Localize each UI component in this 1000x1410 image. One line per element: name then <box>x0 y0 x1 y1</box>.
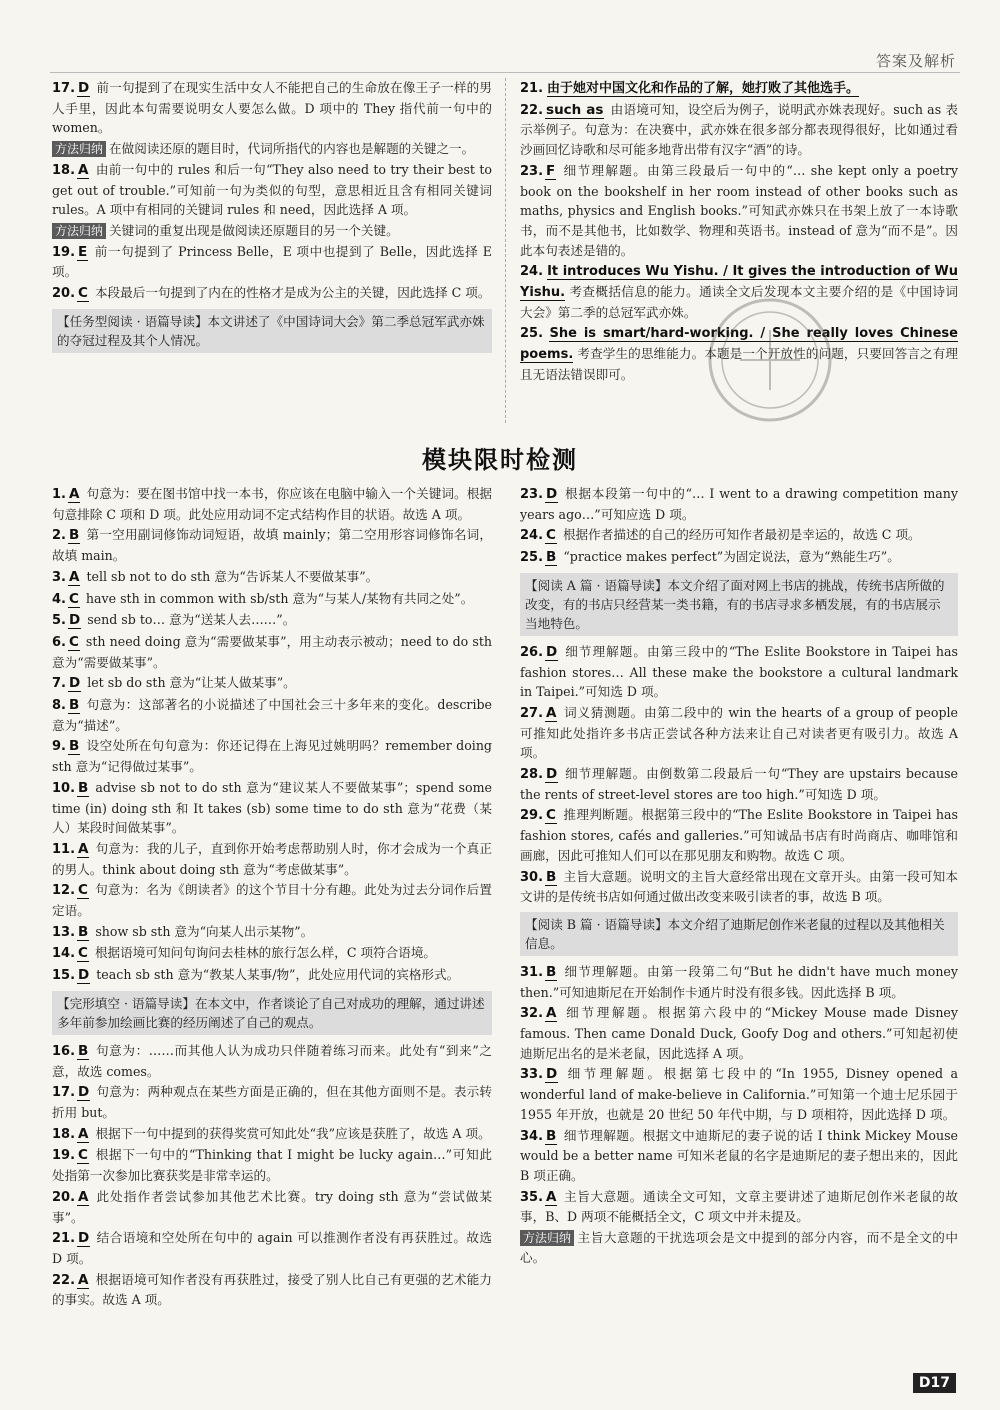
top-left-column <box>52 78 492 359</box>
answer-key: F <box>546 162 556 179</box>
explanation-text: sth need doing 意为“需要做某事”，用主动表示被动；need to do sth 意为“需要做某事”。 <box>52 633 492 670</box>
explanation-text: show sb sth 意为“向某人出示某物”。 <box>95 923 314 939</box>
question-number: 31. <box>520 964 544 980</box>
answer-item <box>520 642 958 702</box>
answer-item <box>52 283 492 304</box>
answer-key: C <box>78 882 88 899</box>
answer-item <box>520 962 958 1002</box>
answer-key: D <box>68 675 81 692</box>
answer-item <box>52 695 492 735</box>
answer-key: D <box>78 967 90 984</box>
method-tip <box>520 1228 958 1267</box>
answer-key: A <box>546 1188 557 1205</box>
question-number: 6. <box>52 634 66 650</box>
question-number: 15. <box>52 968 76 984</box>
answer-key: B <box>78 1042 89 1059</box>
question-number: 13. <box>52 924 76 940</box>
answer-key: B <box>546 549 557 566</box>
question-number: 7. <box>52 676 66 692</box>
explanation-text: 前一句提到了在现实生活中女人不能把自己的生命放在像王子一样的男人手里，因此本句需要说明女人要怎么做。D 项中的 They 指代前一句中的 women。 <box>52 80 492 136</box>
explanation-text: 根据本段第一句中的“… I went to a drawing competition many years ago…”可知应选 D 项。 <box>520 486 958 522</box>
answer-item <box>520 525 958 546</box>
reading-a-guide: 【阅读 A 篇 · 语篇导读】本文介绍了面对网上书店的挑战，传统书店所做的改变，有的书店只经营某一类书籍，有的书店寻求多栖发展，有的书店展示当地特色。 <box>520 573 958 636</box>
answer-key: C <box>68 633 79 650</box>
answer-item <box>52 160 492 220</box>
question-number: 35. <box>520 1189 544 1205</box>
answer-key: A <box>78 1271 89 1288</box>
explanation-text: 结合语境和空处所在句中的 again 可以推测作者没有再获胜过。故选 D 项。 <box>52 1230 492 1266</box>
answer-item <box>52 589 492 610</box>
answer-key: A <box>68 568 80 585</box>
explanation-text: 推理判断题。根据第三段中的“The Eslite Bookstore in Taipei has fashion stores, cafés and galleries.”可知诚品书店有时尚商店、咖啡馆和画廊，因此可推知人们可以在那见朋友和购物。故选 C 项。 <box>520 807 958 863</box>
answer-key: A <box>78 840 89 857</box>
answer-item <box>52 880 492 920</box>
answer-item <box>52 1270 492 1310</box>
answer-key: E <box>78 243 88 260</box>
answer-item <box>520 1126 958 1186</box>
explanation-text: 细节理解题。由第三段中的“The Eslite Bookstore in Taipei has fashion stores… All these make the bookstore a cultural landmark in Taipei.”可知选 D 项。 <box>520 643 958 700</box>
answer-key: B <box>68 697 80 714</box>
header-section-label: 答案及解析 <box>875 52 956 70</box>
answer-item <box>52 1041 492 1081</box>
answer-key: D <box>68 612 81 629</box>
answer-item <box>520 703 958 763</box>
answer-key: A <box>546 1005 557 1022</box>
answer-item <box>520 867 958 907</box>
question-number: 12. <box>52 883 76 899</box>
answer-key: B <box>546 868 557 885</box>
answer-sentence: 由于她对中国文化和作品的了解，她打败了其他选手。 <box>547 81 860 96</box>
answer-key: A <box>78 1188 89 1205</box>
explanation-text: 主旨大意题。通读全文可知，文章主要讲述了迪斯尼创作米老鼠的故事，B、D 两项不能概括全文，C 项文中并未提及。 <box>520 1188 958 1225</box>
answer-key: C <box>546 807 556 824</box>
answer-key: A <box>546 704 557 721</box>
method-tag: 方法归纳 <box>520 1230 574 1246</box>
answer-sentence: It introduces Wu Yishu. / It gives the introduction of Wu Yishu. <box>520 264 958 301</box>
answer-item <box>52 484 492 524</box>
answer-item <box>520 161 958 261</box>
explanation-text: 由前一句中的 rules 和后一句“They also need to try their best to get out of trouble.”可知前一句为类似的句型，意思相近且含有相同关键词 rules。A 项中有相同的关键词 rules 和 need，因此选择 A 项。 <box>52 161 492 218</box>
explanation-text: send sb to… 意为“送某人去……”。 <box>87 612 296 628</box>
question-number: 10. <box>52 780 76 796</box>
answer-item <box>520 78 958 99</box>
question-number: 19. <box>52 244 76 260</box>
answer-item <box>52 922 492 943</box>
answer-item <box>520 764 958 804</box>
answer-key: D <box>78 1230 90 1247</box>
answer-key: B <box>546 1127 557 1144</box>
question-number: 22. <box>520 102 544 118</box>
explanation-text: 设空处所在句句意为：你还记得在上海见过姚明吗？remember doing sth 意为“记得做过某事”。 <box>52 738 492 775</box>
answer-key: B <box>78 923 89 940</box>
question-number: 8. <box>52 698 66 714</box>
explanation-text: 考查学生的思维能力。本题是一个开放性的问题，只要回答言之有理且无语法错误即可。 <box>520 346 958 382</box>
answer-key: D <box>546 766 558 783</box>
answer-item <box>52 943 492 964</box>
answer-item <box>520 100 958 160</box>
explanation-text: 句意为：我的儿子，直到你开始考虑帮助别人时，你才会成为一个真正的男人。think about doing sth 意为“考虑做某事”。 <box>52 840 492 877</box>
question-number: 34. <box>520 1128 544 1144</box>
answer-item <box>52 673 492 694</box>
answer-item <box>520 1187 958 1227</box>
question-number: 21. <box>520 81 544 96</box>
answer-item <box>52 778 492 838</box>
explanation-text: 细节理解题。根据第六段中的“Mickey Mouse made Disney famous. Then came Donald Duck, Goofy Dog and others.”可知起初使迪斯尼出名的是米老鼠，因此选择 A 项。 <box>520 1005 958 1061</box>
answer-key: A <box>78 161 89 178</box>
explanation-text: 关键词的重复出现是做阅读还原题目的另一个关键。 <box>109 222 399 238</box>
question-number: 5. <box>52 613 66 629</box>
explanation-text: 在做阅读还原的题目时，代词所指代的内容也是解题的关键之一。 <box>109 141 475 157</box>
answer-item <box>52 525 492 565</box>
question-number: 14. <box>52 946 76 962</box>
answer-item <box>52 567 492 588</box>
method-tip <box>52 139 492 159</box>
answer-key: B <box>68 738 80 755</box>
question-number: 24. <box>520 528 544 544</box>
column-divider <box>505 78 507 423</box>
question-number: 18. <box>52 1126 76 1142</box>
question-number: 4. <box>52 591 66 607</box>
question-number: 28. <box>520 767 544 783</box>
question-number: 27. <box>520 705 544 721</box>
question-number: 20. <box>52 1189 76 1205</box>
section-title: 模块限时检测 <box>422 446 578 474</box>
answer-key: C <box>68 590 79 607</box>
question-number: 24. <box>520 264 544 280</box>
explanation-text: 细节理解题。由倒数第二段最后一句“They are upstairs because the rents of street-level stores are too high.”可知选 D 项。 <box>520 766 958 802</box>
explanation-text: 前一句提到了 Princess Belle，E 项中也提到了 Belle，因此选择 E 项。 <box>52 243 492 280</box>
question-number: 32. <box>520 1006 544 1022</box>
explanation-text: 此处指作者尝试参加其他艺术比赛。try doing sth 意为“尝试做某事”。 <box>52 1188 492 1225</box>
method-tag: 方法归纳 <box>52 223 106 239</box>
answer-item <box>52 965 492 986</box>
question-number: 2. <box>52 528 66 544</box>
explanation-text: 细节理解题。由第一段第二句“But he didn't have much money then.”可知迪斯尼在开始制作卡通片时没有很多钱。因此选择 B 项。 <box>520 963 958 1000</box>
explanation-text: 句意为：要在图书馆中找一本书，你应该在电脑中输入一个关键词。根据句意排除 C 项和 D 项。此处应用动词不定式结构作目的状语。故选 A 项。 <box>52 486 492 522</box>
explanation-text: 根据作者描述的自己的经历可知作者最初是幸运的，故选 C 项。 <box>562 527 921 543</box>
answer-item <box>52 610 492 631</box>
answer-item <box>52 1082 492 1122</box>
explanation-text: 根据语境可知问句询问去桂林的旅行怎么样，C 项符合语境。 <box>94 945 437 961</box>
explanation-text: have sth in common with sb/sth 意为“与某人/某物有共同之处”。 <box>85 590 474 606</box>
question-number: 21. <box>52 1231 76 1247</box>
question-number: 29. <box>520 808 544 824</box>
reading-b-guide: 【阅读 B 篇 · 语篇导读】本文介绍了迪斯尼创作米老鼠的过程以及其他相关信息。 <box>520 912 958 956</box>
answer-item <box>52 1187 492 1227</box>
answer-key: C <box>78 1147 88 1164</box>
answer-key: D <box>546 1066 558 1083</box>
answer-key: A <box>68 486 80 502</box>
method-tag: 方法归纳 <box>52 141 106 157</box>
question-number: 26. <box>520 644 544 660</box>
method-tip <box>52 221 492 241</box>
question-number: 16. <box>52 1043 76 1059</box>
question-number: 30. <box>520 869 544 885</box>
explanation-text: 根据语境可知作者没有再获胜过，接受了别人比自己有更强的艺术能力的事实。故选 A 项。 <box>52 1271 492 1308</box>
explanation-text: “practice makes perfect”为固定说法，意为“熟能生巧”。 <box>563 549 900 565</box>
answer-item <box>52 736 492 776</box>
question-number: 17. <box>52 1085 76 1101</box>
answer-key: D <box>78 1084 90 1101</box>
explanation-text: 句意为：……而其他人认为成功只伴随着练习而来。此处有“到来”之意，故选 comes。 <box>52 1042 492 1079</box>
question-number: 33. <box>520 1067 544 1083</box>
question-number: 20. <box>52 286 76 302</box>
bottom-right-column <box>520 484 958 1269</box>
answer-item <box>52 1145 492 1185</box>
question-number: 3. <box>52 569 66 585</box>
question-number: 25. <box>520 326 544 342</box>
question-number: 11. <box>52 841 76 857</box>
cloze-guide: 【完形填空 · 语篇导读】在本文中，作者谈论了自己对成功的理解，通过讲述多年前参加绘画比赛的经历阐述了自己的观点。 <box>52 991 492 1035</box>
question-number: 23. <box>520 163 544 179</box>
answer-key: D <box>546 486 558 502</box>
answer-key: such as <box>546 101 604 118</box>
answer-key: D <box>546 643 558 660</box>
explanation-text: advise sb not to do sth 意为“建议某人不要做某事”；spend some time (in) doing sth 和 It takes (sb) some time to do sth 意为“花费（某人）某段时间做某事”。 <box>52 779 492 836</box>
explanation-text: 细节理解题。根据文中迪斯尼的妻子说的话 I think Mickey Mouse would be a better name 可知米老鼠的名字是迪斯尼的妻子想出来的，因此 B 项正确。 <box>520 1127 958 1183</box>
question-number: 1. <box>52 487 66 502</box>
answer-item <box>52 1228 492 1268</box>
explanation-text: 句意为：两种观点在某些方面是正确的，但在其他方面则不是。表示转折用 but。 <box>52 1084 492 1120</box>
explanation-text: 句意为：这部著名的小说描述了中国社会三十多年来的变化。describe 意为“描述”。 <box>52 697 492 733</box>
answer-item <box>52 632 492 672</box>
answer-key: D <box>78 80 90 96</box>
answer-key: B <box>68 527 80 544</box>
explanation-text: 由语境可知，设空后为例子，说明武亦姝表现好。such as 表示举例子。句意为：在决赛中，武亦姝在很多部分都表现得很好，比如通过看沙画回忆诗歌和尽可能多地背出带有汉字“酒”的诗。 <box>520 101 958 158</box>
answer-item <box>52 1124 492 1145</box>
watermark-stamp-icon <box>700 290 840 430</box>
question-number: 18. <box>52 162 76 178</box>
explanation-text: 本段最后一句提到了内在的性格才是成为公主的关键，因此选择 C 项。 <box>94 285 491 301</box>
answer-item <box>520 547 958 568</box>
answer-key: B <box>78 779 89 796</box>
explanation-text: 根据下一句中提到的获得奖赏可知此处“我”应该是获胜了，故选 A 项。 <box>95 1125 491 1141</box>
answer-item <box>52 242 492 282</box>
question-number: 17. <box>52 81 76 96</box>
explanation-text: tell sb not to do sth 意为“告诉某人不要做某事”。 <box>86 568 379 584</box>
answer-sentence: She is smart/hard-working. / She really loves Chinese poems. <box>520 326 958 363</box>
answer-item <box>52 839 492 879</box>
answer-key: A <box>78 1125 89 1142</box>
question-number: 9. <box>52 739 66 755</box>
answer-key: C <box>78 285 88 302</box>
question-number: 23. <box>520 487 544 502</box>
answer-item <box>520 805 958 865</box>
answer-key: B <box>546 963 557 980</box>
answer-item <box>520 1003 958 1063</box>
explanation-text: 主旨大意题。说明文的主旨大意经常出现在文章开头。由第一段可知本文讲的是传统书店如何通过做出改变来吸引读者的事，故选 B 项。 <box>520 868 958 905</box>
answer-item <box>52 78 492 138</box>
explanation-text: let sb do sth 意为“让某人做某事”。 <box>87 675 296 691</box>
explanation-text: 第一空用副词修饰动词短语，故填 mainly；第二空用形容词修饰名词，故填 main。 <box>52 527 492 564</box>
explanation-text: teach sb sth 意为“教某人某事/物”，此处应用代词的宾格形式。 <box>96 967 460 983</box>
explanation-text: 细节理解题。根据第七段中的“In 1955, Disney opened a wonderful land of make-believe in California.”可知第一个迪士尼乐园于 1955 年开放，也就是 20 世纪 50 年代中期，与 D 项相符，因此选择 D 项。 <box>520 1066 958 1122</box>
explanation-text: 主旨大意题的干扰选项会是文中提到的部分内容，而不是全文的中心。 <box>520 1230 958 1265</box>
answer-key: C <box>78 945 88 962</box>
page-number: D17 <box>913 1373 956 1393</box>
bottom-left-column <box>52 484 492 1311</box>
explanation-text: 词义猜测题。由第二段中的 win the hearts of a group of people 可推知此处指许多书店正尝试各种方法来让自己对读者更有吸引力。故选 A 项。 <box>520 704 958 761</box>
answer-key: C <box>546 527 556 544</box>
question-number: 22. <box>52 1272 76 1288</box>
question-number: 25. <box>520 550 544 566</box>
explanation-text: 句意为：名为《朗读者》的这个节目十分有趣。此处为过去分词作后置定语。 <box>52 882 492 919</box>
header-divider <box>50 72 960 73</box>
answer-item <box>520 1064 958 1124</box>
answer-item <box>520 484 958 524</box>
task-reading-guide: 【任务型阅读 · 语篇导读】本文讲述了《中国诗词大会》第二季总冠军武亦姝的夺冠过程及其个人情况。 <box>52 309 492 353</box>
explanation-text: 细节理解题。由第三段最后一句中的“… she kept only a poetry book on the bookshelf in her room instead of other books such as maths, physics and English books.”可知武亦姝只在书架上放了一本诗歌书，而不是其他书，比如数学、物理和英语书。instead of 意为“而不是”。因此本句表述是错的。 <box>520 162 958 258</box>
explanation-text: 根据下一句中的“Thinking that I might be lucky again…”可知此处指第一次参加比赛获奖是非常幸运的。 <box>52 1147 492 1184</box>
question-number: 19. <box>52 1148 76 1164</box>
explanation-text: 考查概括信息的能力。通读全文后发现本文主要介绍的是《中国诗词大会》第二季的总冠军武亦姝。 <box>520 284 958 320</box>
